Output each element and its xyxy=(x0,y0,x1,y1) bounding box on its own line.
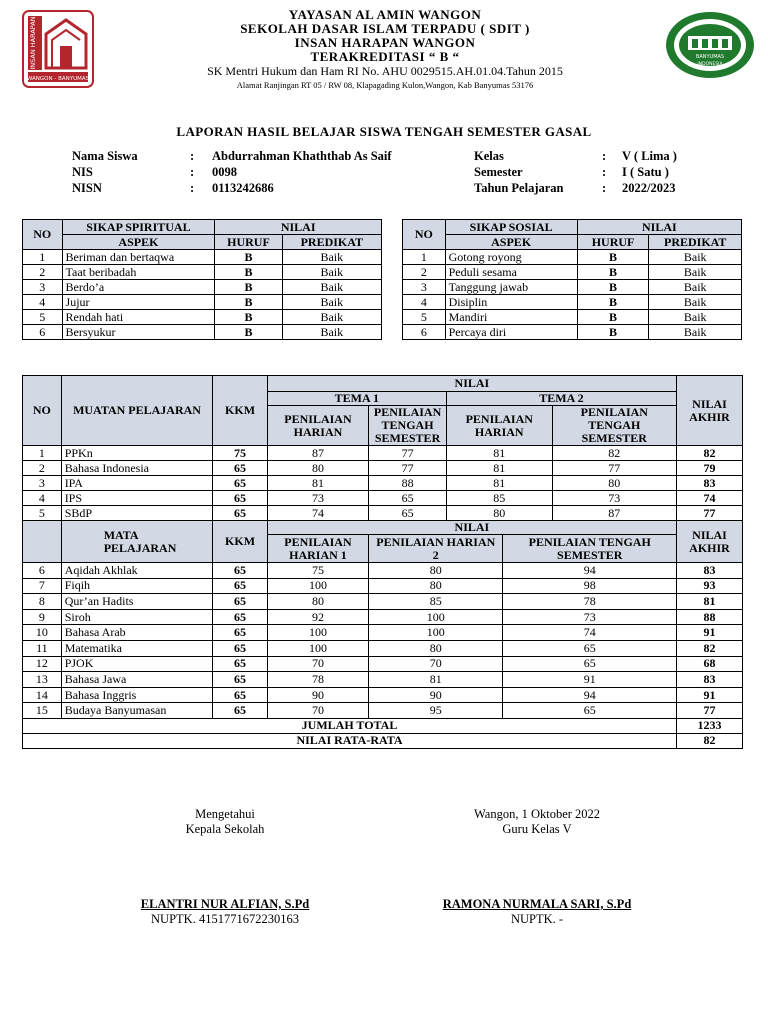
row-ph1: 70 xyxy=(267,703,368,719)
row-pts: 94 xyxy=(503,687,677,703)
col-nilai: NILAI xyxy=(267,376,676,392)
school-type: SEKOLAH DASAR ISLAM TERPADU ( SDIT ) xyxy=(240,21,530,36)
row-ph1: 100 xyxy=(267,578,368,594)
row-aspek: Percaya diri xyxy=(445,325,577,340)
row-t1-ph: 73 xyxy=(267,491,368,506)
col-nilai: NILAI xyxy=(215,220,382,235)
letterhead xyxy=(120,8,650,92)
row-subject: Matematika xyxy=(61,640,213,656)
colon: : xyxy=(602,149,607,163)
row-final: 82 xyxy=(677,640,743,656)
row-t2-ph: 85 xyxy=(446,491,552,506)
row-t1-ph: 87 xyxy=(267,446,368,461)
attitude-row xyxy=(403,265,742,280)
row-no: 15 xyxy=(23,703,62,719)
row-kkm: 65 xyxy=(213,609,267,625)
row-pts: 94 xyxy=(503,563,677,579)
attitude-row xyxy=(403,250,742,265)
semester-label: Semester xyxy=(474,165,523,179)
row-huruf: B xyxy=(577,250,649,265)
row-no: 10 xyxy=(23,625,62,641)
row-final: 82 xyxy=(677,446,743,461)
col-t2-pts: PENILAIAN TENGAH SEMESTER xyxy=(552,406,676,446)
row-aspek: Mandiri xyxy=(445,310,577,325)
row-final: 68 xyxy=(677,656,743,672)
row-pts: 65 xyxy=(503,703,677,719)
nis-label: NIS xyxy=(72,165,93,179)
row-final: 91 xyxy=(677,625,743,641)
col-predikat: PREDIKAT xyxy=(282,235,381,250)
row-no: 5 xyxy=(23,310,63,325)
row-no: 6 xyxy=(23,563,62,579)
row-predikat: Baik xyxy=(282,295,381,310)
row-no: 12 xyxy=(23,656,62,672)
row-subject: Bahasa Indonesia xyxy=(61,461,213,476)
row-huruf: B xyxy=(215,325,282,340)
student-name: Abdurrahman Khaththab As Saif xyxy=(212,149,392,163)
row-t1-ph: 81 xyxy=(267,476,368,491)
col-huruf: HURUF xyxy=(577,235,649,250)
row-kkm: 65 xyxy=(213,461,267,476)
row-huruf: B xyxy=(577,310,649,325)
col-ph2: PENILAIAN HARIAN 2 xyxy=(369,535,503,563)
subject-row xyxy=(23,703,743,719)
row-ph2: 90 xyxy=(369,687,503,703)
col-nilai: NILAI xyxy=(267,521,676,535)
attitude-row xyxy=(403,310,742,325)
row-no: 4 xyxy=(23,295,63,310)
row-pts: 73 xyxy=(503,609,677,625)
attitude-row xyxy=(23,295,382,310)
row-no: 4 xyxy=(403,295,446,310)
school-logo-left xyxy=(22,10,94,88)
col-muatan: MUATAN PELAJARAN xyxy=(61,376,213,446)
row-aspek: Berdo’a xyxy=(62,280,215,295)
student-tahun: 2022/2023 xyxy=(622,181,676,195)
row-no: 8 xyxy=(23,594,62,610)
principal-signature xyxy=(120,807,330,927)
row-pts: 78 xyxy=(503,594,677,610)
row-ph2: 80 xyxy=(369,640,503,656)
row-t2-ph: 81 xyxy=(446,476,552,491)
attitude-row xyxy=(23,280,382,295)
row-no: 3 xyxy=(23,280,63,295)
svg-text:WANGON - BANYUMAS: WANGON - BANYUMAS xyxy=(26,76,90,82)
row-kkm: 65 xyxy=(213,687,267,703)
row-aspek: Jujur xyxy=(62,295,215,310)
kelas-label: Kelas xyxy=(474,149,504,163)
average-value: 82 xyxy=(677,733,743,748)
attitude-row xyxy=(403,295,742,310)
col-aspek: ASPEK xyxy=(62,235,215,250)
subject-row xyxy=(23,506,743,521)
social-attitude-table xyxy=(402,219,742,340)
row-predikat: Baik xyxy=(282,325,381,340)
row-no: 7 xyxy=(23,578,62,594)
row-ph2: 95 xyxy=(369,703,503,719)
sk-number: SK Mentri Hukum dan Ham RI No. AHU 0029515.AH.01.04.Tahun 2015 xyxy=(207,64,563,78)
row-final: 74 xyxy=(677,491,743,506)
row-ph1: 92 xyxy=(267,609,368,625)
row-no: 1 xyxy=(23,250,63,265)
row-ph2: 80 xyxy=(369,578,503,594)
row-final: 77 xyxy=(677,506,743,521)
row-t1-pts: 65 xyxy=(369,506,447,521)
col-pts: PENILAIAN TENGAH SEMESTER xyxy=(503,535,677,563)
row-final: 83 xyxy=(677,563,743,579)
name-label: Nama Siswa xyxy=(72,149,138,163)
total-label: JUMLAH TOTAL xyxy=(23,718,677,733)
col-nilai-akhir: NILAI AKHIR xyxy=(677,376,743,446)
row-final: 81 xyxy=(677,594,743,610)
col-no-blank xyxy=(23,521,62,563)
attitude-row xyxy=(23,265,382,280)
row-predikat: Baik xyxy=(649,325,742,340)
row-kkm: 65 xyxy=(213,594,267,610)
row-no: 2 xyxy=(23,461,62,476)
row-no: 14 xyxy=(23,687,62,703)
row-aspek: Rendah hati xyxy=(62,310,215,325)
colon: : xyxy=(602,165,607,179)
teacher-nuptk: NUPTK. - xyxy=(510,912,564,926)
row-subject: Budaya Banyumasan xyxy=(61,703,213,719)
row-subject: Bahasa Arab xyxy=(61,625,213,641)
row-predikat: Baik xyxy=(282,310,381,325)
row-no: 5 xyxy=(23,506,62,521)
row-kkm: 65 xyxy=(213,506,267,521)
row-final: 93 xyxy=(677,578,743,594)
row-t2-pts: 87 xyxy=(552,506,676,521)
row-no: 5 xyxy=(403,310,446,325)
row-ph2: 100 xyxy=(369,609,503,625)
attitude-row xyxy=(23,310,382,325)
principal-name: ELANTRI NUR ALFIAN, S.Pd xyxy=(140,897,310,911)
colon: : xyxy=(602,181,607,195)
subject-row xyxy=(23,476,743,491)
row-subject: Aqidah Akhlak xyxy=(61,563,213,579)
row-t1-pts: 88 xyxy=(369,476,447,491)
col-t2-ph: PENILAIAN HARIAN xyxy=(446,406,552,446)
row-subject: Qur’an Hadits xyxy=(61,594,213,610)
row-t1-pts: 65 xyxy=(369,491,447,506)
col-tema1: TEMA 1 xyxy=(267,392,446,406)
row-no: 6 xyxy=(403,325,446,340)
row-kkm: 65 xyxy=(213,703,267,719)
grades-table xyxy=(22,375,743,749)
row-t2-pts: 80 xyxy=(552,476,676,491)
row-predikat: Baik xyxy=(649,250,742,265)
average-label: NILAI RATA-RATA xyxy=(23,733,677,748)
attitude-row xyxy=(23,250,382,265)
subject-row xyxy=(23,461,743,476)
row-ph1: 80 xyxy=(267,594,368,610)
principal-role: Kepala Sekolah xyxy=(185,822,265,836)
svg-text:INSAN HARAPAN: INSAN HARAPAN xyxy=(29,16,37,70)
svg-text:INDONESIA: INDONESIA xyxy=(697,62,723,67)
row-no: 1 xyxy=(403,250,446,265)
row-subject: IPA xyxy=(61,476,213,491)
row-t2-ph: 81 xyxy=(446,446,552,461)
subject-row xyxy=(23,446,743,461)
row-no: 1 xyxy=(23,446,62,461)
col-no: NO xyxy=(23,376,62,446)
col-t1-pts: PENILAIAN TENGAH SEMESTER xyxy=(369,406,447,446)
col-kkm: KKM xyxy=(213,521,267,563)
col-no: NO xyxy=(23,220,63,250)
row-no: 3 xyxy=(23,476,62,491)
col-mapel: MATA PELAJARAN xyxy=(61,521,213,563)
col-predikat: PREDIKAT xyxy=(649,235,742,250)
teacher-signature xyxy=(410,807,664,927)
row-predikat: Baik xyxy=(282,280,381,295)
row-final: 88 xyxy=(677,609,743,625)
row-aspek: Tanggung jawab xyxy=(445,280,577,295)
subject-row xyxy=(23,609,743,625)
row-ph2: 85 xyxy=(369,594,503,610)
principal-nuptk: NUPTK. 4151771672230163 xyxy=(151,912,299,926)
col-nilai: NILAI xyxy=(577,220,741,235)
subject-row xyxy=(23,640,743,656)
row-huruf: B xyxy=(215,295,282,310)
row-huruf: B xyxy=(215,250,282,265)
row-final: 83 xyxy=(677,476,743,491)
row-final: 83 xyxy=(677,672,743,688)
row-aspek: Taat beribadah xyxy=(62,265,215,280)
row-aspek: Bersyukur xyxy=(62,325,215,340)
row-t1-ph: 80 xyxy=(267,461,368,476)
row-subject: Siroh xyxy=(61,609,213,625)
col-huruf: HURUF xyxy=(215,235,282,250)
student-semester: I ( Satu ) xyxy=(622,165,669,179)
row-ph1: 100 xyxy=(267,625,368,641)
row-pts: 74 xyxy=(503,625,677,641)
row-no: 11 xyxy=(23,640,62,656)
row-aspek: Beriman dan bertaqwa xyxy=(62,250,215,265)
row-subject: Bahasa Inggris xyxy=(61,687,213,703)
row-ph1: 78 xyxy=(267,672,368,688)
col-title: SIKAP SPIRITUAL xyxy=(62,220,215,235)
row-predikat: Baik xyxy=(649,295,742,310)
school-name: INSAN HARAPAN WANGON xyxy=(294,35,476,50)
total-value: 1233 xyxy=(677,718,743,733)
row-t1-pts: 77 xyxy=(369,461,447,476)
row-t1-ph: 74 xyxy=(267,506,368,521)
row-aspek: Peduli sesama xyxy=(445,265,577,280)
row-kkm: 65 xyxy=(213,491,267,506)
tahun-label: Tahun Pelajaran xyxy=(474,181,564,195)
row-huruf: B xyxy=(577,295,649,310)
colon: : xyxy=(190,181,195,195)
col-t1-ph: PENILAIAN HARIAN xyxy=(267,406,368,446)
row-kkm: 65 xyxy=(213,672,267,688)
row-t2-pts: 82 xyxy=(552,446,676,461)
row-subject: IPS xyxy=(61,491,213,506)
subject-row xyxy=(23,625,743,641)
row-subject: SBdP xyxy=(61,506,213,521)
row-final: 79 xyxy=(677,461,743,476)
average-row xyxy=(23,733,743,748)
row-ph1: 90 xyxy=(267,687,368,703)
row-ph1: 75 xyxy=(267,563,368,579)
row-t2-ph: 80 xyxy=(446,506,552,521)
row-ph2: 81 xyxy=(369,672,503,688)
attitude-row xyxy=(23,325,382,340)
row-ph1: 70 xyxy=(267,656,368,672)
row-kkm: 65 xyxy=(213,578,267,594)
row-predikat: Baik xyxy=(649,310,742,325)
col-tema2: TEMA 2 xyxy=(446,392,676,406)
place-date: Wangon, 1 Oktober 2022 xyxy=(473,807,601,821)
row-predikat: Baik xyxy=(649,265,742,280)
row-aspek: Gotong royong xyxy=(445,250,577,265)
spiritual-attitude-table xyxy=(22,219,382,340)
row-huruf: B xyxy=(577,280,649,295)
row-subject: Fiqih xyxy=(61,578,213,594)
student-info-left xyxy=(72,148,392,196)
row-no: 3 xyxy=(403,280,446,295)
col-title: SIKAP SOSIAL xyxy=(445,220,577,235)
colon: : xyxy=(190,149,195,163)
row-subject: PJOK xyxy=(61,656,213,672)
nisn-label: NISN xyxy=(72,181,102,195)
row-subject: PPKn xyxy=(61,446,213,461)
student-kelas: V ( Lima ) xyxy=(622,149,677,163)
acknowledged-label: Mengetahui xyxy=(195,807,255,821)
row-final: 77 xyxy=(677,703,743,719)
student-nis: 0098 xyxy=(212,165,237,179)
col-kkm: KKM xyxy=(213,376,267,446)
row-pts: 65 xyxy=(503,656,677,672)
row-no: 9 xyxy=(23,609,62,625)
row-ph1: 100 xyxy=(267,640,368,656)
row-huruf: B xyxy=(577,265,649,280)
student-info-right xyxy=(474,148,677,196)
row-no: 13 xyxy=(23,672,62,688)
teacher-name: RAMONA NURMALA SARI, S.Pd xyxy=(442,897,632,911)
row-subject: Bahasa Jawa xyxy=(61,672,213,688)
subject-row xyxy=(23,687,743,703)
svg-text:BANYUMAS: BANYUMAS xyxy=(695,54,725,60)
row-kkm: 65 xyxy=(213,476,267,491)
row-predikat: Baik xyxy=(282,250,381,265)
col-ph1: PENILAIAN HARIAN 1 xyxy=(267,535,368,563)
row-t2-pts: 73 xyxy=(552,491,676,506)
row-ph2: 100 xyxy=(369,625,503,641)
report-title: LAPORAN HASIL BELAJAR SISWA TENGAH SEMESTER GASAL xyxy=(176,124,592,139)
attitude-row xyxy=(403,325,742,340)
attitude-row xyxy=(403,280,742,295)
row-huruf: B xyxy=(577,325,649,340)
row-pts: 91 xyxy=(503,672,677,688)
row-huruf: B xyxy=(215,310,282,325)
subject-row xyxy=(23,578,743,594)
row-pts: 98 xyxy=(503,578,677,594)
row-t1-pts: 77 xyxy=(369,446,447,461)
col-nilai-akhir: NILAI AKHIR xyxy=(677,521,743,563)
row-no: 2 xyxy=(23,265,63,280)
accreditation: TERAKREDITASI “ B “ xyxy=(310,49,460,64)
row-kkm: 65 xyxy=(213,656,267,672)
col-no: NO xyxy=(403,220,446,250)
row-huruf: B xyxy=(215,265,282,280)
row-predikat: Baik xyxy=(649,280,742,295)
row-kkm: 65 xyxy=(213,625,267,641)
subject-row xyxy=(23,563,743,579)
row-pts: 65 xyxy=(503,640,677,656)
row-huruf: B xyxy=(215,280,282,295)
row-ph2: 80 xyxy=(369,563,503,579)
row-aspek: Disiplin xyxy=(445,295,577,310)
total-row xyxy=(23,718,743,733)
subject-row xyxy=(23,672,743,688)
row-final: 91 xyxy=(677,687,743,703)
col-aspek: ASPEK xyxy=(445,235,577,250)
row-no: 6 xyxy=(23,325,63,340)
teacher-role: Guru Kelas V xyxy=(502,822,572,836)
subject-row xyxy=(23,491,743,506)
row-kkm: 75 xyxy=(213,446,267,461)
row-kkm: 65 xyxy=(213,563,267,579)
student-nisn: 0113242686 xyxy=(212,181,274,195)
colon: : xyxy=(190,165,195,179)
school-address: Alamat Ranjingan RT 05 / RW 08, Klapagading Kulon,Wangon, Kab Banyumas 53176 xyxy=(236,80,534,90)
subject-row xyxy=(23,656,743,672)
row-kkm: 65 xyxy=(213,640,267,656)
foundation-name: YAYASAN AL AMIN WANGON xyxy=(288,7,482,22)
row-t2-ph: 81 xyxy=(446,461,552,476)
row-ph2: 70 xyxy=(369,656,503,672)
school-logo-right xyxy=(664,10,756,80)
subject-row xyxy=(23,594,743,610)
row-t2-pts: 77 xyxy=(552,461,676,476)
row-no: 2 xyxy=(403,265,446,280)
row-predikat: Baik xyxy=(282,265,381,280)
row-no: 4 xyxy=(23,491,62,506)
